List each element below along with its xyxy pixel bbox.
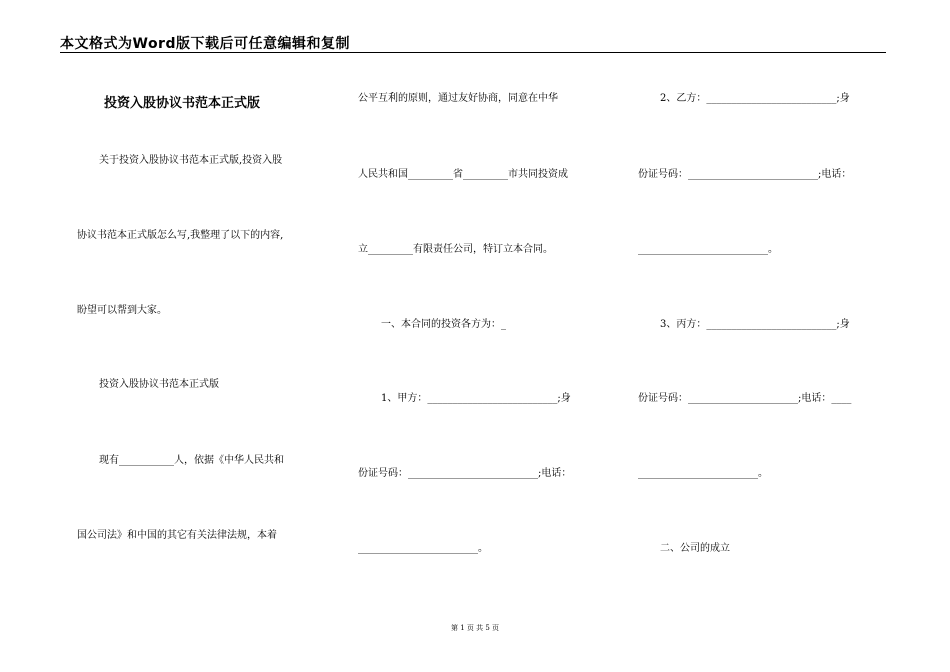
col1-line-3: 盼望可以帮到大家。	[77, 305, 167, 316]
col1-line-1: 关于投资入股协议书范本正式版,投资入股	[99, 155, 283, 166]
col3-line-7: 二、公司的成立	[660, 543, 730, 554]
col1-line-4: 投资入股协议书范本正式版	[99, 379, 219, 390]
col2-line-5: 1、甲方：__________________________;身	[381, 393, 571, 404]
document-title: 投资入股协议书范本正式版	[104, 96, 261, 111]
col2-line-2: 人民共和国_________省_________市共同投资成	[358, 169, 568, 180]
col1-line-5: 现有___________人，依据《中华人民共和	[99, 455, 284, 466]
col2-line-1: 公平互利的原则，通过友好协商，同意在中华	[358, 93, 558, 104]
col1-line-6: 国公司法》和中国的其它有关法律法规，本着	[77, 530, 277, 541]
col2-line-7: ________________________。	[358, 543, 488, 554]
col3-line-2: 份证号码：__________________________;电话：	[638, 169, 852, 180]
document-header: 本文格式为Word版下载后可任意编辑和复制	[60, 33, 886, 53]
col2-line-4: 一、本合同的投资各方为：_	[381, 319, 506, 330]
col3-line-1: 2、乙方：__________________________;身	[660, 93, 850, 104]
col3-line-4: 3、丙方：__________________________;身	[660, 319, 850, 330]
col3-line-3: __________________________。	[638, 244, 778, 255]
col2-line-6: 份证号码：__________________________;电话：	[358, 468, 572, 479]
col1-line-2: 协议书范本正式版怎么写,我整理了以下的内容,	[77, 230, 284, 241]
col3-line-6: ________________________。	[638, 468, 768, 479]
col3-line-5: 份证号码：______________________;电话：____	[638, 393, 852, 404]
page-number: 第 1 页 共 5 页	[450, 624, 500, 632]
col2-line-3: 立_________有限责任公司，特订立本合同。	[358, 244, 553, 255]
